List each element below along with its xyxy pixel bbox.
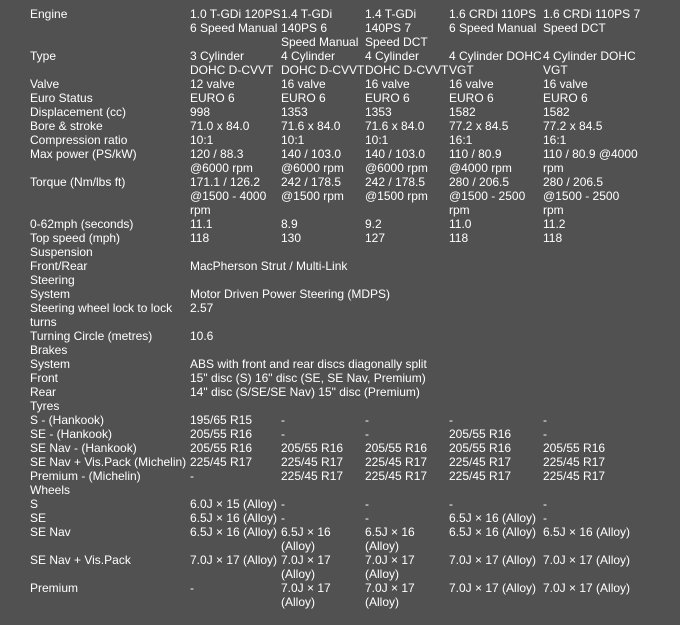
spec-label: Premium — [30, 581, 79, 595]
spec-value: 7.0J × 17 (Alloy) — [365, 553, 415, 581]
spec-row — [30, 217, 643, 231]
spec-value: 225/45 R17 — [449, 455, 512, 469]
spec-value: 3 Cylinder DOHC D-CVVT — [190, 49, 274, 77]
spec-value: 1.6 CRDi 110PS 6 Speed Manual — [449, 7, 537, 35]
spec-value: 127 — [365, 231, 386, 245]
spec-value: 205/55 R16 — [449, 441, 512, 455]
spec-value-all: 14" disc (S/SE/SE Nav) 15" disc (Premium) — [190, 385, 420, 399]
spec-value: 225/45 R17 — [190, 455, 253, 469]
spec-value: 16 valve — [365, 77, 410, 91]
spec-row — [30, 427, 643, 441]
spec-value: 225/45 R17 — [449, 469, 512, 483]
spec-value: 4 Cylinder DOHC VGT — [543, 49, 636, 77]
spec-row — [30, 273, 643, 287]
spec-label: 0-62mph (seconds) — [30, 217, 134, 231]
spec-value: 1353 — [365, 105, 392, 119]
spec-value: 10:1 — [281, 133, 305, 147]
spec-label: Valve — [30, 77, 60, 91]
spec-label: Torque (Nm/lbs ft) — [30, 175, 126, 189]
spec-label: Type — [30, 49, 57, 63]
spec-value-all: MacPherson Strut / Multi-Link — [190, 259, 348, 273]
spec-label: System — [30, 287, 71, 301]
spec-value — [543, 245, 643, 259]
spec-value: - — [281, 497, 285, 511]
spec-value: 7.0J × 17 (Alloy) — [449, 581, 537, 595]
spec-value: - — [449, 497, 453, 511]
spec-value: 1.0 T-GDi 120PS 6 Speed Manual — [190, 7, 281, 35]
spec-value: 205/55 R16 — [543, 441, 606, 455]
spec-value: 12 valve — [190, 77, 235, 91]
spec-value: EURO 6 — [190, 91, 235, 105]
spec-value: 4 Cylinder DOHC D-CVVT — [281, 49, 365, 77]
spec-value: 9.2 — [365, 217, 382, 231]
spec-value: 7.0J × 17 (Alloy) — [281, 581, 331, 609]
spec-label: SE Nav - (Hankook) — [30, 441, 137, 455]
spec-value: 16 valve — [449, 77, 494, 91]
spec-value: 205/55 R16 — [365, 441, 428, 455]
spec-value: 225/45 R17 — [543, 469, 606, 483]
spec-row — [30, 119, 643, 133]
spec-label: Max power (PS/kW) — [30, 147, 137, 161]
spec-value: - — [543, 497, 547, 511]
spec-value: 1.4 T-GDi 140PS 6 Speed Manual — [281, 7, 359, 49]
spec-value: 6.0J × 15 (Alloy) — [190, 497, 278, 511]
spec-value: 6.5J × 16 (Alloy) — [190, 525, 278, 539]
spec-value-all: 15" disc (S) 16" disc (SE, SE Nav, Premium) — [190, 371, 426, 385]
spec-value: 10:1 — [365, 133, 389, 147]
spec-value: 11.2 — [543, 217, 566, 231]
spec-row — [30, 581, 643, 609]
spec-value: 242 / 178.5 @1500 rpm — [365, 175, 428, 203]
spec-label: Bore & stroke — [30, 119, 103, 133]
spec-row — [30, 343, 643, 357]
spec-value: 110 / 80.9 @4000 rpm — [543, 147, 638, 175]
spec-value: - — [543, 427, 547, 441]
spec-value: 118 — [543, 231, 563, 245]
spec-value — [365, 483, 449, 497]
spec-value: 195/65 R15 — [190, 413, 253, 427]
spec-label: Tyres — [30, 399, 60, 413]
spec-value: 7.0J × 17 (Alloy) — [281, 553, 331, 581]
spec-row — [30, 469, 643, 483]
spec-value — [449, 245, 543, 259]
spec-label: SE Nav + Vis.Pack — [30, 553, 131, 567]
spec-value: 140 / 103.0 @6000 rpm — [365, 147, 428, 175]
spec-value — [281, 273, 365, 287]
spec-value: 7.0J × 17 (Alloy) — [543, 553, 631, 567]
spec-value: 77.2 x 84.5 — [543, 119, 603, 133]
spec-row — [30, 77, 643, 91]
spec-value — [190, 483, 281, 497]
spec-value: 11.1 — [190, 217, 213, 231]
spec-value: 171.1 / 126.2 @1500 - 4000 rpm — [190, 175, 267, 217]
spec-label: Displacement (cc) — [30, 105, 127, 119]
spec-value: 1.4 T-GDi 140PS 7 Speed DCT — [365, 7, 428, 49]
spec-value: 6.5J × 16 (Alloy) — [281, 525, 331, 553]
spec-value-all: Motor Driven Power Steering (MDPS) — [190, 287, 391, 301]
spec-label: SE Nav — [30, 525, 71, 539]
spec-value: 998 — [190, 105, 211, 119]
spec-row — [30, 49, 643, 77]
spec-label: SE — [30, 511, 47, 525]
spec-label: Turning Circle (metres) — [30, 329, 153, 343]
spec-value: 4 Cylinder DOHC D-CVVT — [365, 49, 449, 77]
spec-row — [30, 7, 643, 49]
spec-value — [281, 343, 365, 357]
spec-table-body — [30, 7, 643, 609]
spec-value: - — [365, 427, 369, 441]
spec-value: 280 / 206.5 @1500 - 2500 rpm — [543, 175, 620, 217]
spec-value: 140 / 103.0 @6000 rpm — [281, 147, 344, 175]
spec-label: Suspension — [30, 245, 93, 259]
spec-value: 16 valve — [281, 77, 326, 91]
spec-label: Rear — [30, 385, 57, 399]
spec-value: - — [190, 469, 194, 483]
spec-value: 7.0J × 17 (Alloy) — [190, 553, 278, 567]
spec-value: 1353 — [281, 105, 308, 119]
spec-value — [365, 273, 449, 287]
spec-label: Top speed (mph) — [30, 231, 121, 245]
spec-value: 6.5J × 16 (Alloy) — [449, 511, 537, 525]
spec-value: 1582 — [449, 105, 476, 119]
spec-value: 11.0 — [449, 217, 472, 231]
spec-value: 7.0J × 17 (Alloy) — [365, 581, 415, 609]
spec-label: Front/Rear — [30, 259, 88, 273]
spec-value: 4 Cylinder DOHC VGT — [449, 49, 542, 77]
spec-value — [365, 399, 449, 413]
spec-label: Steering wheel lock to lock turns — [30, 301, 173, 329]
spec-value: - — [543, 511, 547, 525]
spec-value-all: 2.57 — [190, 301, 214, 315]
spec-row — [30, 231, 643, 245]
spec-value: 6.5J × 16 (Alloy) — [190, 511, 278, 525]
spec-row — [30, 301, 643, 329]
spec-row — [30, 175, 643, 217]
spec-value — [281, 399, 365, 413]
spec-label: S — [30, 497, 39, 511]
spec-value: 205/55 R16 — [190, 441, 253, 455]
spec-row — [30, 483, 643, 497]
spec-row — [30, 413, 643, 427]
spec-label: SE Nav + Vis.Pack (Michelin) — [30, 455, 187, 469]
spec-value — [281, 483, 365, 497]
spec-row — [30, 441, 643, 455]
spec-value: 118 — [190, 231, 210, 245]
spec-value: - — [365, 511, 369, 525]
spec-value: 77.2 x 84.5 — [449, 119, 509, 133]
spec-row — [30, 497, 643, 511]
spec-value: 71.0 x 84.0 — [190, 119, 250, 133]
spec-row — [30, 385, 643, 399]
spec-value: EURO 6 — [449, 91, 494, 105]
spec-label: Front — [30, 371, 59, 385]
spec-label: S - (Hankook) — [30, 413, 105, 427]
spec-value: 10:1 — [190, 133, 214, 147]
spec-value: - — [365, 413, 369, 427]
spec-value: 6.5J × 16 (Alloy) — [449, 525, 537, 539]
spec-value: 225/45 R17 — [281, 469, 344, 483]
spec-row — [30, 525, 643, 553]
spec-value: 225/45 R17 — [281, 455, 344, 469]
spec-value: 16:1 — [543, 133, 567, 147]
spec-row — [30, 245, 643, 259]
spec-label: Euro Status — [30, 91, 93, 105]
spec-value — [449, 399, 543, 413]
spec-value — [543, 343, 643, 357]
spec-value: 118 — [449, 231, 469, 245]
spec-row — [30, 133, 643, 147]
spec-value — [281, 245, 365, 259]
spec-value — [449, 483, 543, 497]
spec-value — [543, 273, 643, 287]
spec-label: Compression ratio — [30, 133, 128, 147]
spec-value: - — [449, 413, 453, 427]
spec-value: 225/45 R17 — [543, 455, 606, 469]
spec-label: Engine — [30, 7, 68, 21]
spec-value — [449, 273, 543, 287]
spec-value: 225/45 R17 — [365, 469, 428, 483]
spec-value: - — [543, 413, 547, 427]
spec-value: 225/45 R17 — [365, 455, 428, 469]
spec-value: 205/55 R16 — [281, 441, 344, 455]
spec-value: - — [190, 581, 194, 595]
spec-value: 110 / 80.9 @4000 rpm — [449, 147, 512, 175]
spec-value-all: ABS with front and rear discs diagonally split — [190, 357, 427, 371]
spec-label: System — [30, 357, 71, 371]
spec-value: 8.9 — [281, 217, 298, 231]
spec-value: 130 — [281, 231, 302, 245]
spec-row — [30, 399, 643, 413]
spec-value: 71.6 x 84.0 — [281, 119, 341, 133]
spec-row — [30, 105, 643, 119]
spec-label: Steering — [30, 273, 75, 287]
spec-value: 1.6 CRDi 110PS 7 Speed DCT — [543, 7, 641, 35]
spec-value — [365, 343, 449, 357]
spec-label: Premium - (Michelin) — [30, 469, 141, 483]
spec-row — [30, 511, 643, 525]
spec-value: - — [281, 427, 285, 441]
spec-row — [30, 455, 643, 469]
spec-value: 16:1 — [449, 133, 473, 147]
spec-label: Brakes — [30, 343, 68, 357]
spec-value: 205/55 R16 — [190, 427, 253, 441]
spec-row — [30, 91, 643, 105]
spec-table — [30, 7, 643, 609]
spec-row — [30, 553, 643, 581]
spec-value: 6.5J × 16 (Alloy) — [543, 525, 631, 539]
spec-value: EURO 6 — [365, 91, 410, 105]
spec-value — [543, 399, 643, 413]
spec-value: 120 / 88.3 @6000 rpm — [190, 147, 253, 175]
spec-value: EURO 6 — [281, 91, 326, 105]
spec-value — [543, 483, 643, 497]
spec-value: 7.0J × 17 (Alloy) — [449, 553, 537, 567]
spec-label: Wheels — [30, 483, 71, 497]
spec-value — [190, 399, 281, 413]
spec-value: 7.0J × 17 (Alloy) — [543, 581, 631, 595]
spec-value: - — [281, 511, 285, 525]
spec-row — [30, 371, 643, 385]
spec-value — [190, 245, 281, 259]
spec-value: EURO 6 — [543, 91, 588, 105]
spec-row — [30, 329, 643, 343]
spec-row — [30, 259, 643, 273]
spec-value — [190, 343, 281, 357]
spec-value — [190, 273, 281, 287]
spec-row — [30, 147, 643, 175]
spec-value — [365, 245, 449, 259]
spec-row — [30, 287, 643, 301]
spec-value: 6.5J × 16 (Alloy) — [365, 525, 415, 553]
spec-value-all: 10.6 — [190, 329, 214, 343]
spec-row — [30, 357, 643, 371]
spec-label: SE - (Hankook) — [30, 427, 113, 441]
spec-value: 280 / 206.5 @1500 - 2500 rpm — [449, 175, 526, 217]
spec-value — [449, 343, 543, 357]
spec-value: 205/55 R16 — [449, 427, 512, 441]
spec-value: 71.6 x 84.0 — [365, 119, 425, 133]
spec-value: 242 / 178.5 @1500 rpm — [281, 175, 344, 203]
spec-value: 1582 — [543, 105, 570, 119]
spec-value: - — [281, 413, 285, 427]
spec-value: - — [365, 497, 369, 511]
spec-value: 16 valve — [543, 77, 588, 91]
